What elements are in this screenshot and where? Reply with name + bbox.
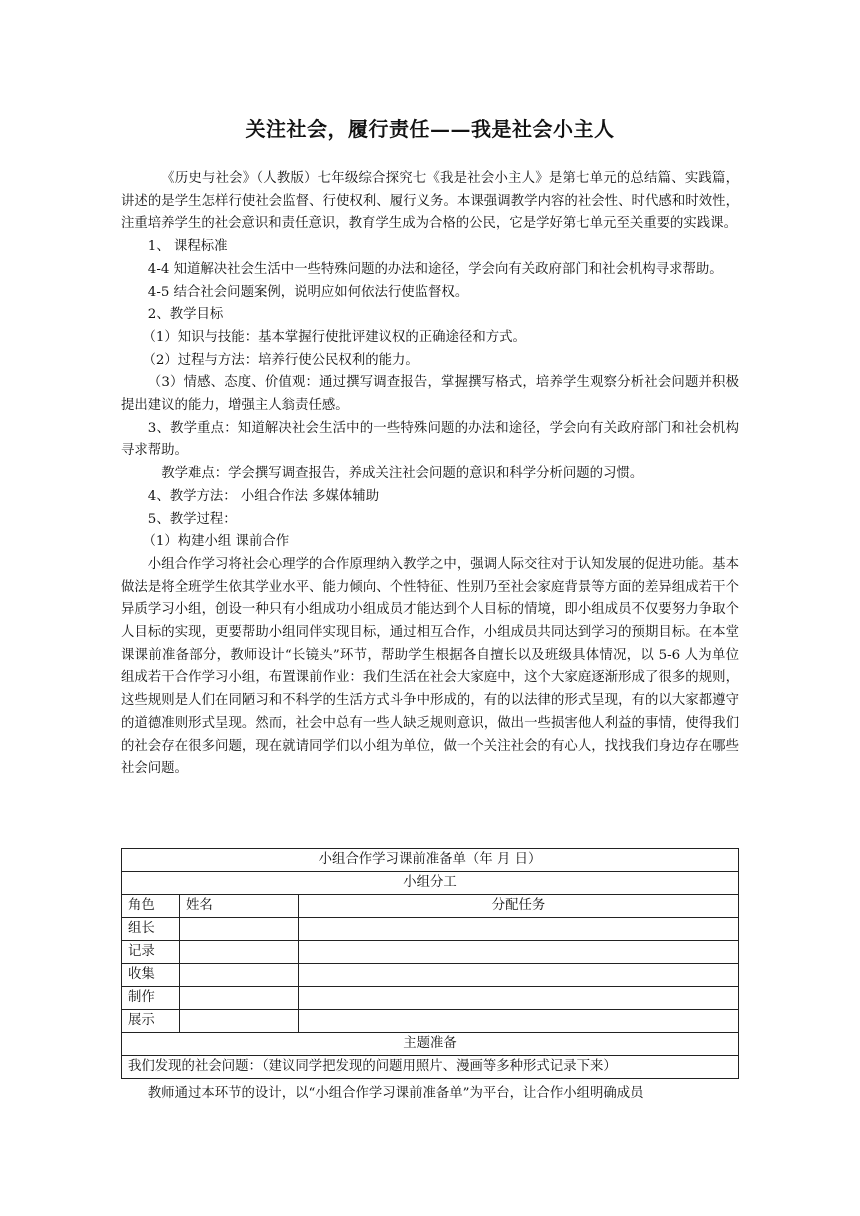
- task-cell: [299, 964, 739, 987]
- role-cell: 制作: [122, 987, 180, 1010]
- document-body: [121, 168, 739, 781]
- teaching-difficulty: 教学难点：学会撰写调查报告，养成关注社会问题的意识和科学分析问题的习惯。: [161, 466, 644, 482]
- table-row: [122, 918, 739, 941]
- task-cell: [299, 1010, 739, 1033]
- table-row: [122, 964, 739, 987]
- section-theme-preparation: 主题准备: [122, 1033, 739, 1056]
- section-group-division: 小组分工: [122, 872, 739, 895]
- social-problem-prompt: 我们发现的社会问题：（建议同学把发现的问题用照片、漫画等多种形式记录下来）: [122, 1056, 739, 1079]
- role-cell: 展示: [122, 1010, 180, 1033]
- column-header-task: 分配任务: [299, 895, 739, 918]
- after-table-paragraph: 教师通过本环节的设计，以“小组合作学习课前准备单”为平台，让合作小组明确成员: [147, 1086, 644, 1101]
- heading-curriculum-standard: 1、 课程标准: [147, 239, 228, 255]
- name-cell: [180, 1010, 299, 1033]
- heading-teaching-goals: 2、教学目标: [147, 307, 224, 323]
- column-header-role: 角色: [122, 895, 180, 918]
- teaching-method: 4、教学方法： 小组合作法 多媒体辅助: [147, 488, 380, 504]
- heading-teaching-process: 5、教学过程：: [147, 511, 237, 527]
- name-cell: [180, 941, 299, 964]
- table-row: [122, 987, 739, 1010]
- goal-knowledge: （1）知识与技能：基本掌握行使批评建议权的正确途径和方式。: [142, 329, 526, 345]
- table-title: 小组合作学习课前准备单（年 月 日）: [122, 849, 739, 872]
- goal-process: （2）过程与方法：培养行使公民权利的能力。: [142, 352, 419, 368]
- intro-paragraph: 《历史与社会》（人教版）七年级综合探究七《我是社会小主人》是第七单元的总结篇、实践篇，讲述的是学生怎样行使社会监督、行使权利、履行义务。本课强调教学内容的社会性、时代感和时效性，注重培养学生的社会意识和责任意识，教育学生成为合格的公民，它是学好第七单元至关重要的实践课。: [121, 171, 739, 232]
- task-cell: [299, 941, 739, 964]
- name-cell: [180, 918, 299, 941]
- group-learning-paragraph: 小组合作学习将社会心理学的合作原理纳入教学之中，强调人际交往对于认知发展的促进功能。基本做法是将全班学生依其学业水平、能力倾向、个性特征、性别乃至社会家庭背景等方面的差异组成若干个异质学习小组，创设一种只有小组成功小组成员才能达到个人目标的情境，即小组成员不仅要努力争取个人目标的实现，更要帮助小组同伴实现目标，通过相互合作，小组成员共同达到学习的预期目标。在本堂课课前准备部分，教师设计“长镜头”环节，帮助学生根据各自擅长以及班级具体情况，以 5-6 人为单位组成若干合作学习小组，布置课前作业：我们生活在社会大家庭中，这个大家庭逐渐形成了很多的规则，这些规则是人们在同陋习和不科学的生活方式斗争中形成的，有的以法律的形式呈现，有的以大家都遵守的道德准则形式呈现。然而，社会中总有一些人缺乏规则意识，做出一些损害他人利益的事情，使得我们的社会存在很多问题，现在就请同学们以小组为单位，做一个关注社会的有心人，找找我们身边存在哪些社会问题。: [121, 556, 739, 777]
- goal-emotion: （3）情感、态度、价值观：通过撰写调查报告，掌握撰写格式，培养学生观察分析社会问题并积极提出建议的能力，增强主人翁责任感。: [121, 375, 739, 414]
- table-row: [122, 941, 739, 964]
- standard-4-4: 4-4 知道解决社会生活中一些特殊问题的办法和途径，学会向有关政府部门和社会机构寻求帮助。: [147, 261, 723, 277]
- preparation-table: [121, 848, 739, 1079]
- table-row: [122, 1010, 739, 1033]
- column-header-name: 姓名: [180, 895, 299, 918]
- task-cell: [299, 987, 739, 1010]
- role-cell: 记录: [122, 941, 180, 964]
- name-cell: [180, 987, 299, 1010]
- document-title: 关注社会，履行责任——我是社会小主人: [245, 117, 615, 141]
- standard-4-5: 4-5 结合社会问题案例，说明应如何依法行使监督权。: [147, 284, 469, 300]
- name-cell: [180, 964, 299, 987]
- task-cell: [299, 918, 739, 941]
- role-cell: 组长: [122, 918, 180, 941]
- step-build-groups: （1）构建小组 课前合作: [142, 534, 290, 550]
- teaching-key-point: 3、教学重点：知道解决社会生活中的一些特殊问题的办法和途径，学会向有关政府部门和社会机构寻求帮助。: [121, 420, 739, 459]
- role-cell: 收集: [122, 964, 180, 987]
